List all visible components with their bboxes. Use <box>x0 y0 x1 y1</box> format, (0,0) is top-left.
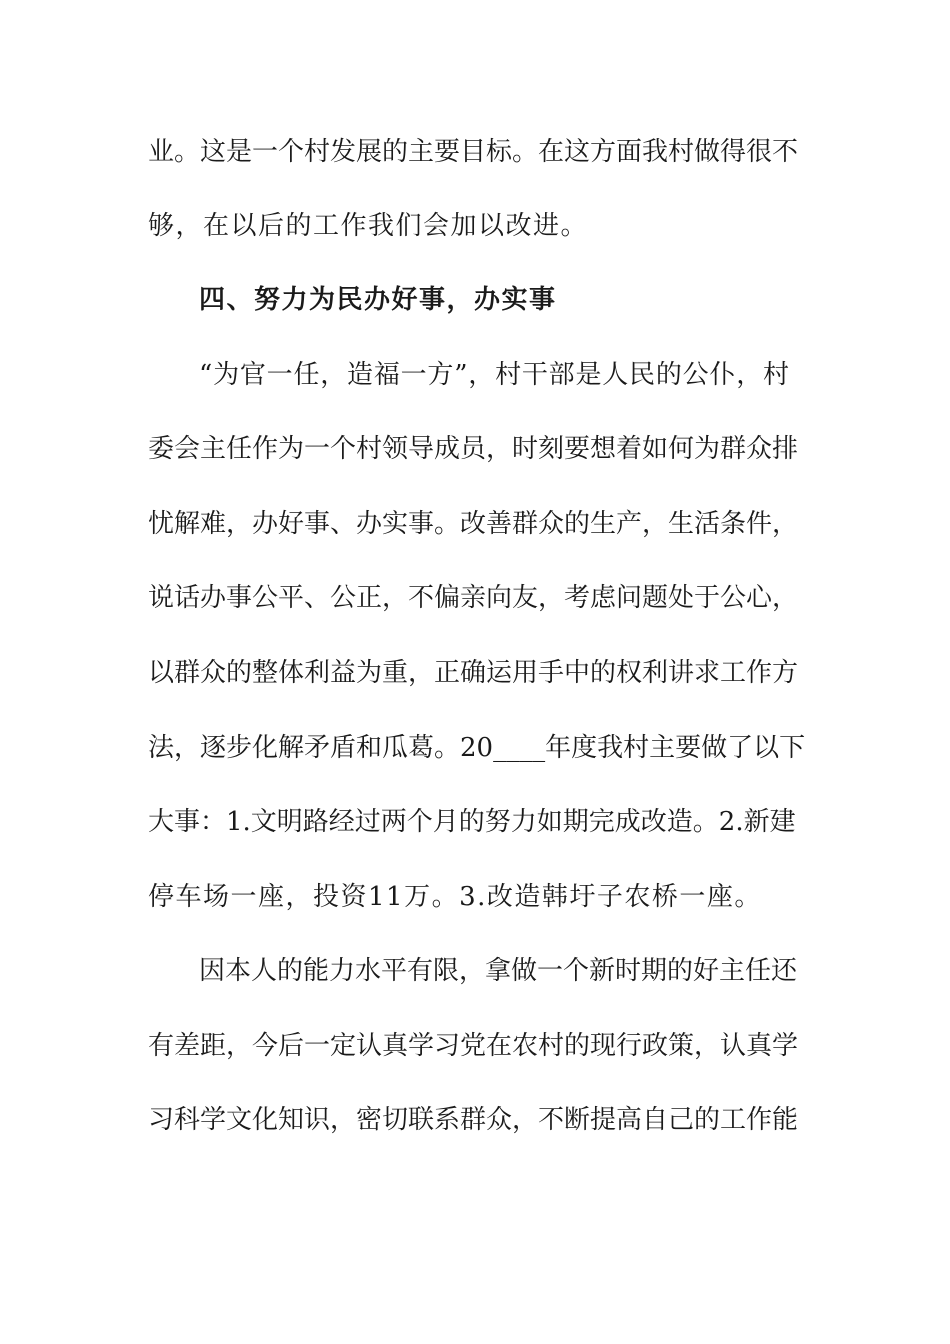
section-heading: 四、努力为民办好事，办实事 <box>199 285 557 315</box>
text-line-4: “为官一任，造福一方”，村干部是人民的公仆，村 <box>199 360 789 390</box>
text-line-11: 停车场一座，投资11万。3.改造韩圩子农桥一座。 <box>148 882 762 912</box>
text-line-6: 忧解难，办好事、办实事。改善群众的生产，生活条件， <box>148 509 799 539</box>
text-line-1: 业。这是一个村发展的主要目标。在这方面我村做得很不 <box>148 137 799 167</box>
text-line-10: 大事：1.文明路经过两个月的努力如期完成改造。2.新建 <box>148 807 796 837</box>
text-line-7: 说话办事公平、公正，不偏亲向友，考虑问题处于公心， <box>148 583 799 613</box>
text-line-14: 习科学文化知识，密切联系群众，不断提高自己的工作能 <box>148 1105 799 1135</box>
text-line-9: 法，逐步化解矛盾和瓜葛。20____年度我村主要做了以下 <box>148 733 806 763</box>
text-line-12: 因本人的能力水平有限，拿做一个新时期的好主任还 <box>199 956 798 986</box>
text-line-8: 以群众的整体利益为重，正确运用手中的权利讲求工作方 <box>148 658 799 688</box>
text-line-2: 够，在以后的工作我们会加以改进。 <box>148 211 589 241</box>
text-line-13: 有差距，今后一定认真学习党在农村的现行政策，认真学 <box>148 1031 799 1061</box>
text-line-5: 委会主任作为一个村领导成员，时刻要想着如何为群众排 <box>148 434 799 464</box>
